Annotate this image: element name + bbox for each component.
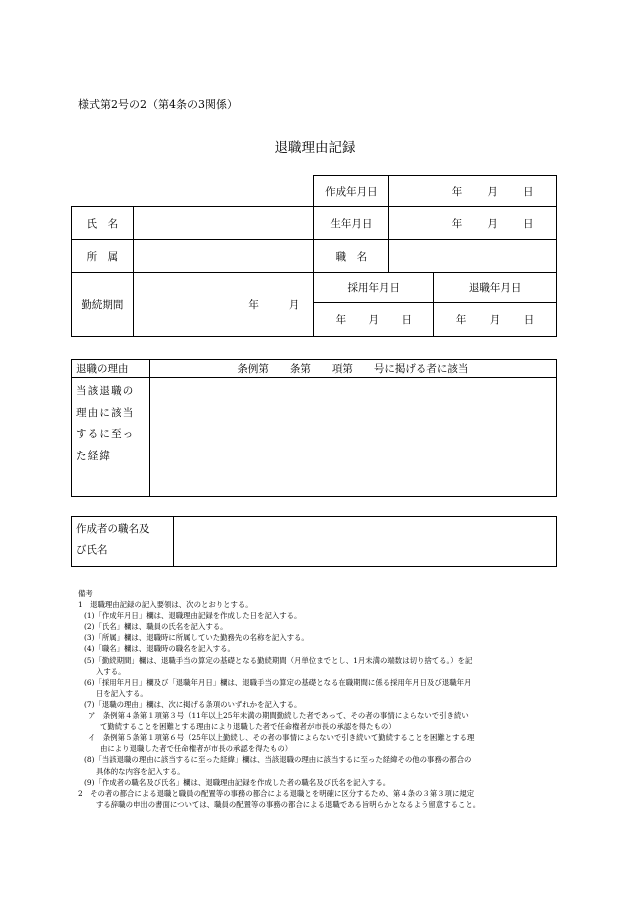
- note-line: (7)「退職の理由」欄は、次に掲げる条項のいずれかを記入する。: [84, 699, 302, 709]
- note-line: イ 条例第５条第１項第６号（25年以上勤続し、その者の事情によらないで引き続いて勤続することを困難とする理: [88, 733, 475, 743]
- note-line: (9)「作成者の職名及び氏名」欄は、退職理由記録を作成した者の職名及び氏名を記入する。: [84, 777, 391, 787]
- reason-field[interactable]: 条例第 条第 項第 号に掲げる者に該当: [149, 360, 556, 378]
- note-line: (4)「職名」欄は、退職時の職名を記入する。: [84, 644, 235, 654]
- note-line: (2)「氏名」欄は、職員の氏名を記入する。: [84, 622, 228, 632]
- note-line: ア 条例第４条第１項第３号（11年以上25年未満の期間勤続した者であって、その者の事情によらないで引き続い: [88, 711, 469, 721]
- position-field[interactable]: [389, 240, 557, 273]
- note-line: 2 その者の都合による退職と職員の配置等の事務の都合による退職とを明確に区分するため、第４条の３第３項に規定: [78, 788, 475, 798]
- note-line: する辞職の申出の書面については、職員の配置等の事務の都合による退職である旨明らかとなるよう留意すること。: [96, 799, 481, 809]
- author-field[interactable]: [173, 517, 556, 567]
- retire-date-field[interactable]: 年 月 日: [434, 303, 557, 337]
- author-label: 作成者の職名及 び氏名: [72, 517, 174, 567]
- affiliation-field[interactable]: [133, 240, 314, 273]
- note-line: (8)「当該退職の理由に該当するに至った経緯」欄は、当該退職の理由に該当するに至った経緯その他の事務の都合の: [84, 755, 472, 765]
- note-line: (6)「採用年月日」欄及び「退職年月日」欄は、退職手当の算定の基礎となる在職期間に係る採用年月日及び退職年月: [84, 677, 472, 687]
- circumstances-field[interactable]: [149, 378, 556, 497]
- notes-heading: 備考: [78, 589, 93, 598]
- notes: [78, 588, 556, 810]
- note-line: 具体的な内容を記入する。: [96, 766, 185, 776]
- hire-date-field[interactable]: 年 月 日: [314, 303, 434, 337]
- employee-info-table: [71, 175, 557, 337]
- note-line: 日を記入する。: [96, 688, 148, 698]
- reason-label: 退職の理由: [72, 360, 150, 378]
- hire-date-label: 採用年月日: [314, 273, 434, 303]
- note-line: 由により退職した者で任命権者が市長の承認を得たもの）: [100, 744, 293, 754]
- note-line: (1)「作成年月日」欄は、退職理由記録を作成した日を記入する。: [84, 611, 302, 621]
- note-line: (3)「所属」欄は、退職時に所属していた勤務先の名称を記入する。: [84, 633, 309, 643]
- note-line: (5)「勤続期間」欄は、退職手当の算定の基礎となる勤続期間（月単位までとし、1月未満の端数は切り捨てる。）を記: [84, 655, 473, 665]
- position-label: 職 名: [314, 240, 389, 273]
- birth-date-label: 生年月日: [314, 207, 389, 240]
- retire-date-label: 退職年月日: [434, 273, 557, 303]
- birth-date-field[interactable]: 年 月 日: [389, 207, 557, 240]
- created-date-label: 作成年月日: [314, 176, 389, 207]
- service-period-field[interactable]: 年 月: [133, 273, 314, 337]
- note-line: 入する。: [96, 666, 126, 676]
- circumstances-label: 当該退職の 理由に該当 するに至っ た経緯: [72, 378, 150, 497]
- note-line: て勤続することを困難とする理由により退職した者で任命権者が市長の承認を得たもの）: [100, 722, 396, 732]
- service-period-label: 勤続期間: [72, 273, 134, 337]
- name-label: 氏 名: [72, 207, 134, 240]
- created-date-field[interactable]: 年 月 日: [389, 176, 557, 207]
- author-table: [71, 516, 557, 567]
- form-id: 様式第2号の2（第4条の3関係）: [78, 98, 238, 111]
- affiliation-label: 所 属: [72, 240, 134, 273]
- name-field[interactable]: [133, 207, 314, 240]
- reason-table: [71, 359, 557, 497]
- page-title: 退職理由記録: [274, 140, 356, 156]
- note-line: 1 退職理由記録の記入要領は、次のとおりとする。: [78, 600, 253, 610]
